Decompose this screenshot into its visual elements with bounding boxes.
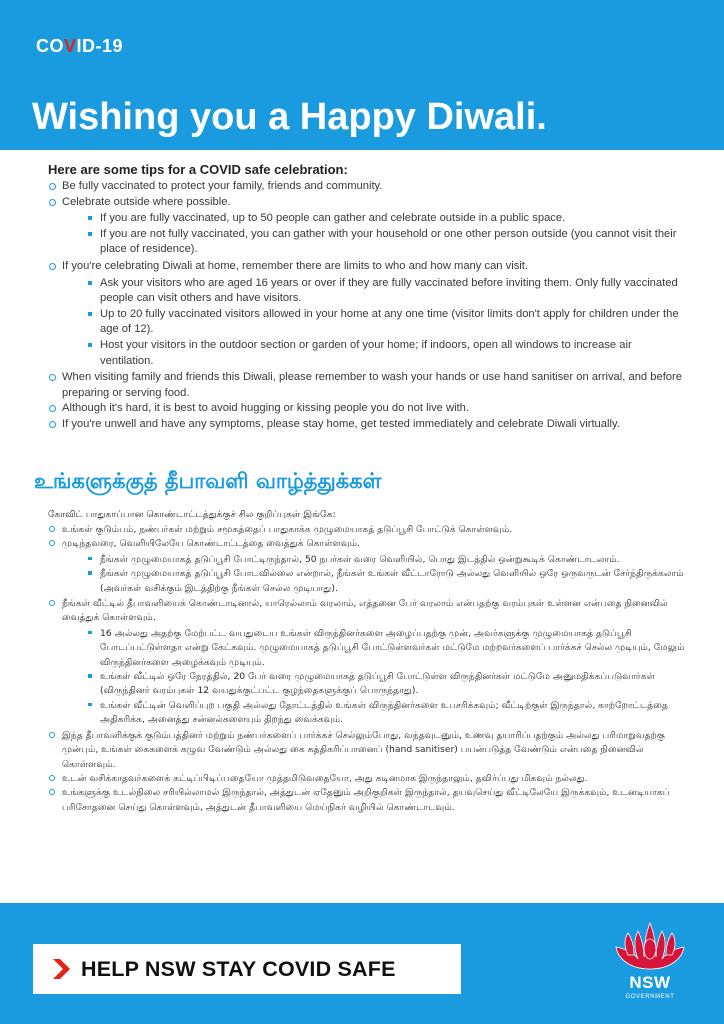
waratah-icon — [612, 919, 688, 973]
footer-banner — [0, 903, 724, 1024]
english-subtip: If you are not fully vaccinated, you can gather with your household or one other person outside (you cannot visit their place of residence). — [88, 227, 688, 258]
tamil-tip: இந்த தீபாவளிக்குக் குடும்பத்தினர் மற்றும் நண்பர்களைப் பார்க்கச் செல்லும்போது, வந்தவுடனும், உணவு தயாரிப்பதற்கும் அல்லது பரிமாறுவதற்கு முன்பும், உங்கள் கைகளைக் கழுவ வேண்டும் அல்லது கை சுத்திகரிப்பானைப் (hand sanitiser) பயன்படுத்த வேண்டும் என்பதை நினைவில் கொள்ளவும். — [48, 729, 688, 772]
tamil-subtip: நீங்கள் முழுமையாகத் தடுப்பூசி போட்டிருந்தால், 50 நபர்கள் வரை வெளியில், பொது இடத்தில் ஒன்றுகூடிக் கொண்டாடலாம். — [88, 553, 688, 567]
tamil-tip-text: முடிந்தவரை, வெளியிலேயே கொண்டாட்டத்தை வைத்துக் கொள்ளவும். — [62, 538, 361, 550]
header-banner — [0, 0, 724, 150]
covid-19-label — [36, 36, 123, 57]
tamil-tip: உங்கள் குடும்பம், நண்பர்கள் மற்றும் சமூகத்தைப் பாதுகாக்க முழுமையாகத் தடுப்பூசி போட்டுக் கொள்ளவும். — [48, 523, 688, 537]
english-tip: Although it's hard, it is best to avoid hugging or kissing people you do not live with. — [48, 401, 688, 417]
english-tip — [48, 259, 688, 369]
english-subtip: Ask your visitors who are aged 16 years or over if they are fully vaccinated before inviting them. Only fully vaccinated people can visit others and have visitors. — [88, 276, 688, 307]
tamil-subtip: உங்கள் வீட்டின் வெளிப்புற பகுதி அல்லது தோட்டத்தில் உங்கள் விருந்தினர்களை உபசரிக்கவும்; வீட்டிற்குள் இருந்தால், காற்றோட்டத்தை அதிகரிக்க, அனைத்து சன்னல்களையும் திறந்து வைக்கவும். — [88, 699, 688, 728]
english-tip: When visiting family and friends this Diwali, please remember to wash your hands or use hand sanitiser on arrival, and before preparing or serving food. — [48, 370, 688, 401]
tamil-subtips-list — [88, 627, 688, 728]
cta-text: HELP NSW STAY COVID SAFE — [81, 956, 396, 981]
english-tip-text: If you're celebrating Diwali at home, remember there are limits to who and how many can visit. — [62, 259, 528, 272]
tamil-subtips-list — [88, 553, 688, 596]
english-tips-heading: Here are some tips for a COVID safe celebration: — [48, 162, 348, 177]
tamil-tip: உங்களுக்கு உடல்நிலை சரியில்லாமல் இருந்தால், அத்துடன் ஏதேனும் அறிகுறிகள் இருந்தால், தயவுசெய்து வீட்டிலேயே இருக்கவும், உடனடியாகப் பரிசோதனை செய்து கொள்ளவும், அத்துடன் தீபாவளியை மெய்நிகர் வழியில் கொண்டாடவும். — [48, 786, 688, 815]
tamil-title: உங்களுக்குத் தீபாவளி வாழ்த்துக்கள் — [34, 469, 382, 493]
tamil-tip — [48, 537, 688, 596]
english-subtips-list — [88, 276, 688, 370]
english-tip — [48, 195, 688, 258]
english-tip: Be fully vaccinated to protect your family, friends and community. — [48, 179, 688, 195]
nsw-government-logo — [612, 919, 688, 1011]
logo-subtitle: GOVERNMENT — [625, 994, 675, 1000]
tamil-tips-list — [48, 523, 688, 815]
english-subtips-list — [88, 211, 688, 258]
chevron-right-icon — [51, 957, 71, 981]
covid-label-accent: V — [64, 36, 77, 56]
cta-banner — [33, 944, 461, 994]
tamil-tip — [48, 597, 688, 728]
tamil-subtip: நீங்கள் முழுமையாகத் தடுப்பூசி போடவில்லை என்றால், நீங்கள் உங்கள் வீட்டாரோடு அல்லது வெளியில் ஒரே ஒருவருடன் சேர்ந்திருக்கலாம் (அவர்கள் வசிக்கும் இடத்திற்கு நீங்கள் செல்ல முடியாது). — [88, 567, 688, 596]
logo-wordmark: NSW — [629, 973, 671, 992]
covid-label-start: CO — [36, 36, 64, 56]
tamil-subtip: உங்கள் வீட்டில் ஒரே நேரத்தில், 20 பேர் வரை முழுமையாகத் தடுப்பூசி போட்டுள்ள விருந்தினர்கள் மட்டுமே அனுமதிக்கப்படுவார்கள் (விருந்தினர் வரம்புகள் 12 வயதுக்குட்பட்ட குழந்தைகளுக்குப் பொருந்தாது). — [88, 670, 688, 699]
english-tip: If you're unwell and have any symptoms, please stay home, get tested immediately and celebrate Diwali virtually. — [48, 417, 688, 433]
page-title: Wishing you a Happy Diwali. — [32, 96, 547, 138]
english-tip-text: Celebrate outside where possible. — [62, 195, 231, 208]
english-tips-section — [48, 162, 688, 433]
covid-label-end: ID-19 — [76, 36, 124, 56]
tamil-tips-heading: கோவிட் பாதுகாப்பான கொண்டாட்டத்துக்குச் சில குறிப்புகள் இங்கே: — [48, 509, 336, 520]
tamil-subtip: 16 அல்லது அதற்கு மேற்பட்ட வயதுடைய உங்கள் விருந்தினர்களை அழைப்பதற்கு முன், அவர்களுக்கு முழுமையாகத் தடுப்பூசி போடப்பட்டுள்ளதா என்று கேட்கவும். முழுமையாகத் தடுப்பூசி போட்டுள்ளவர்கள் மட்டுமே மற்றவர்களைப் பார்க்கச் செல்ல முடியும், மேலும் விருந்தினர்களை அழைக்கவும் முடியும். — [88, 627, 688, 670]
english-tips-list — [48, 179, 688, 433]
english-subtip: Up to 20 fully vaccinated visitors allowed in your home at any one time (visitor limits don't apply for children under the age of 12). — [88, 307, 688, 338]
tamil-tips-section — [48, 508, 688, 815]
tamil-tip-text: நீங்கள் வீட்டில் தீபாவளியைக் கொண்டாடினால், யாரெல்லாம் வரலாம், எத்தனை பேர் வரலாம் என்பதற்கு வரம்புகள் உள்ளன என்பதை நினைவில் வைத்துக் கொள்ளவும். — [62, 598, 668, 624]
tamil-tip: உடன் வசிக்காதவர்களைக் கட்டிப்பிடிப்பதையோ முத்தமிடுவதையோ, அது கடினமாக இருந்தாலும், தவிர்ப்பது மிகவும் நல்லது. — [48, 772, 688, 786]
english-subtip: Host your visitors in the outdoor section or garden of your home; if indoors, open all windows to increase air ventilation. — [88, 338, 688, 369]
english-subtip: If you are fully vaccinated, up to 50 people can gather and celebrate outside in a public space. — [88, 211, 688, 227]
